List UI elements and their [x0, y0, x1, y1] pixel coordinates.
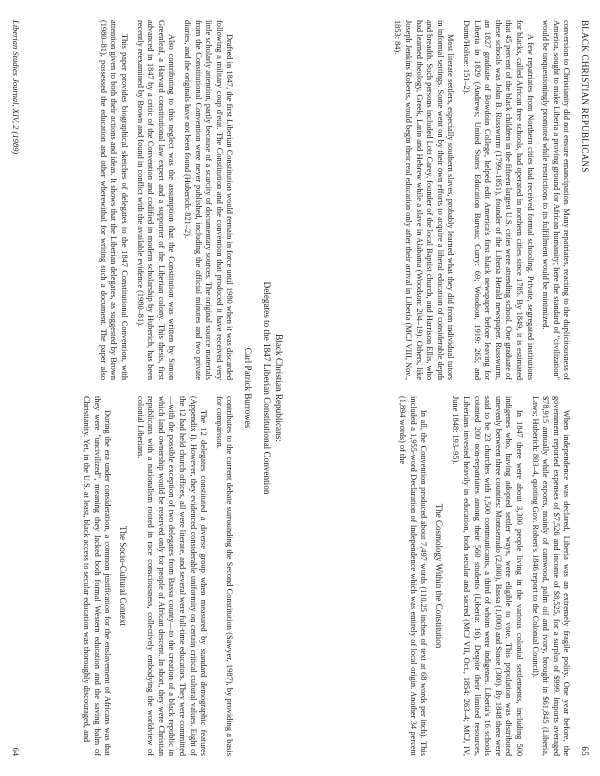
page-65-header [579, 20, 590, 756]
paragraph: In all, the Convention produced about 7,497 words (110.25 inches of text at 68 words per inch). This included a 1,955-word Declaration of Independence which was entirely of local origin. Another 34 percent (1,894 words) of the [398, 396, 429, 756]
page-number: 65 [580, 746, 590, 756]
page-65 [300, 0, 600, 776]
paragraph: Drafted in 1847, the first Liberian Constitution would remain in force until 1980 when it was discarded following a military coup d'etat. The Constitution and the convention that produced it have received very little scholarly attention, partly because of a scarcity of documentary sources. The original source materials from the Constitutional Convention were never published, including the official minutes and two private diaries, and the originals have not been found (Huberich: 821–2). [183, 20, 235, 380]
paragraph: When independence was declared, Liberia was an extremely fragile polity. One year before, the government reported expenses of $7,526 and income of $8,525, for a surplus of $999. Imports averaged $78,915 annually while exports, mainly of camwood, palm oil and ivory, brought in $61,845 (Liberia, Laws; Huberich: 803–4, quoting Gov. Robert's 1846 report to the Colonial Council). [530, 396, 572, 756]
paragraph: Also contributing to this neglect was the assumption that the Constitution was written by Simon Greenleaf, a Harvard constitutional law expert and a supporter of the Liberian colony. This thesis, first advanced in 1847 by a critic of the Convention and codified in modern scholarship by Huberich, has been recently reexamined by Brown and found in conflict with the available evidence (1980–81). [135, 20, 177, 380]
author-name: Carl Patrick Burrowes [243, 347, 253, 429]
paragraph: In 1847 there were about 3,300 people living in the various colonial settlements, including 500 indigenes who, having adopted settler ways, were eligible to vote. This population was distributed unevenly between three counties: Montserrado (2,000), Bassa (1,000) and Sinoe (300). By 1848 there were said to be 23 churches with 1,500 communicants, a third of whom were indigenes. Liberia's 16 schools counted 200 non-repatriates among their 560 students (Liberia: 16). Despite their limited resources, Liberians invested heavily in education, both secular and sacred (MCJ VII, Oct., 1854: 263–4; MCJ, IV, June 1848: 193–95). [451, 396, 525, 756]
section-heading-cosmology: The Cosmology Within the Constitution [433, 503, 444, 649]
page-65-content [310, 14, 590, 762]
page-64-footer [10, 20, 21, 756]
page-number: 64 [10, 747, 21, 756]
paragraph: This paper provides biographical sketches of delegates to the 1847 Constitutional Convention, with attention given to both their actions and ideas. It shows that the Liberian delegates, as suggested by Brown (1980–81), possessed the education and other wherewithal for writing such a document. The paper also contributes to the current debate surrounding the Second Constitution (Sawyer, 1987), by providing a basis for comparison. [98, 20, 235, 756]
section-heading-socio-cultural: The Socio-Cultural Context [118, 526, 129, 626]
page-64-body [81, 20, 235, 756]
journal-citation: Liberian Studies Journal, XIV, 2 (1989) [10, 20, 21, 155]
article-title-line-1: Black Christian Republicans: [274, 334, 284, 442]
page-64-content [10, 14, 290, 762]
article-title-line-2: Delegates to the 1847 Liberian Constitutional Convention [262, 281, 273, 495]
paragraph: During the era under consideration, a common justification for the enslavement of Africans was that they were "uncivilized", meaning they lacked both formal Western education and the saving balm of Christianity. Yet, in the U.S. at least, black access to secular education was thoroughly discouraged, and [82, 396, 113, 756]
paragraph: The 12 delegates constituted a diverse group when measured by standard demographic features (Appendix I). However, they evidenced considerable uniformity on certain critical cultural values. Eight of the 12 had held church offices, all were literate, and several were full-time educators. They were committed—with the possible exception of two delegates from Bassa county—to the creation of a black republic in which land ownership would be reserved only for people of African descent. In short, they were Christian republicans with a nationalism rooted in race consciousness, collectively embodying the worldview of colonial Liberians. [135, 396, 209, 756]
paragraph: A few repatriates from Northern cities had received formal schooling. Private, segregated institutions for blacks, called African free schools, had operated in northern cities since 1785. By 1849, it is estimated that 45 percent of the black children in the fifteen largest U.S. cities were attending school. One graduate of these schools was John B. Russwurm (1799–1851), founder of the Liberia Herald newspaper. Russwurm, an 1827 graduate of Bowdoin College, helped edit America's first black newspaper before leaving for Liberia in 1829 (Andrews; United States Education Bureau; Curry: 69; Woodson, 1919: 265; and Dunn/Holsoe: 151–2). [462, 20, 535, 380]
page-65-body [389, 20, 571, 756]
article-title [261, 14, 284, 762]
paragraph: Most literate settlers, especially southern slaves, probably learned what they did from individual tutors in informal settings. Some went on by their own efforts to acquire a liberal education of considerable depth and breadth. Such persons included Lott Carey, founder of the local Baptist church, and Harrison Ellis, who had learned theology, Greek, Latin and Hebrew while a slave in Alabama (Woodson: 204–19). Others, like Joseph Jenkins Roberts, would begin their real education only after their arrival in Liberia (MCJ VIII, Nov., 1853: 84). [393, 20, 456, 380]
running-head: BLACK CHRISTIAN REPUBLICANS [580, 20, 590, 173]
paragraph: conversion to Christianity did not ensure emancipation. Many repatriates, reacting to the duplicitousness of America, sought to make Liberia a proving ground for African humanity; here the standard of "civilization" would be unquestioningly promoted while restrictions to its fulfillment would be minimized. [541, 20, 572, 380]
